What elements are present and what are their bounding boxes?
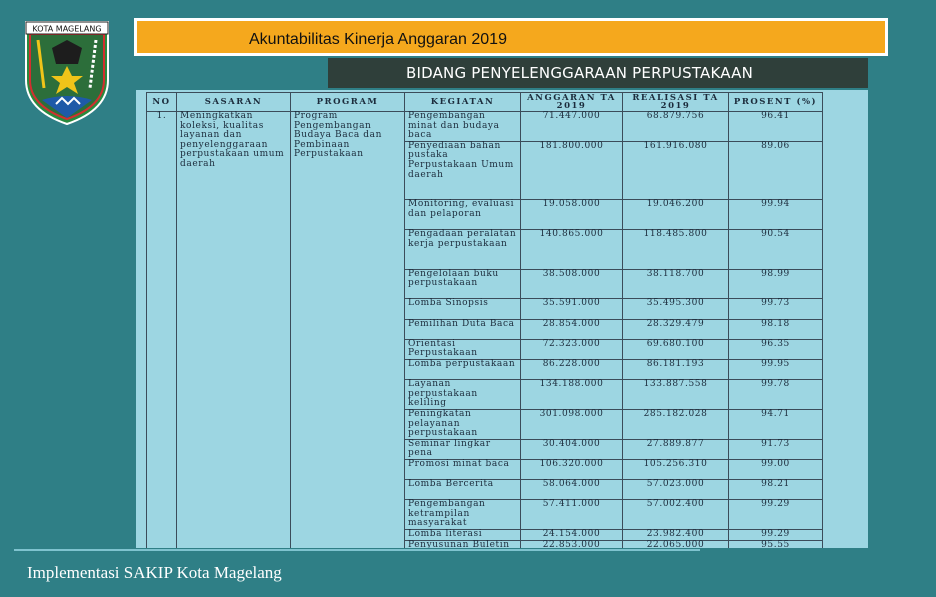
col-header-kegiatan: KEGIATAN xyxy=(405,93,521,112)
cell-anggaran: 72.323.000 xyxy=(521,339,623,359)
cell-anggaran: 71.447.000 xyxy=(521,112,623,142)
cell-anggaran: 19.058.000 xyxy=(521,200,623,230)
slide-subtitle: BIDANG PENYELENGGARAAN PERPUSTAKAAN xyxy=(406,64,754,82)
cell-prosent: 95.55 xyxy=(729,540,823,548)
cell-kegiatan: Penyusunan Buletin xyxy=(405,540,521,548)
cell-kegiatan: Seminar lingkar pena xyxy=(405,439,521,459)
budget-table xyxy=(146,92,823,548)
cell-anggaran: 140.865.000 xyxy=(521,230,623,269)
cell-anggaran: 24.154.000 xyxy=(521,530,623,541)
col-header-anggaran: ANGGARAN TA 2019 xyxy=(521,93,623,112)
cell-kegiatan: Pengelolaan buku perpustakaan xyxy=(405,269,521,299)
cell-realisasi: 57.002.400 xyxy=(623,500,729,530)
col-header-realisasi: REALISASI TA 2019 xyxy=(623,93,729,112)
cell-prosent: 99.94 xyxy=(729,200,823,230)
col-header-sasaran: SASARAN xyxy=(177,93,291,112)
cell-kegiatan: Pemilihan Duta Baca xyxy=(405,319,521,339)
cell-sasaran: Meningkatkan koleksi, kualitas layanan dan penyelenggaraan perpustakaan umum daerah xyxy=(177,112,291,549)
cell-prosent: 98.99 xyxy=(729,269,823,299)
cell-prosent: 99.00 xyxy=(729,459,823,479)
cell-anggaran: 301.098.000 xyxy=(521,409,623,439)
cell-realisasi: 38.118.700 xyxy=(623,269,729,299)
kota-magelang-emblem-icon xyxy=(22,18,112,126)
cell-kegiatan: Promosi minat baca xyxy=(405,459,521,479)
cell-kegiatan: Lomba perpustakaan xyxy=(405,359,521,379)
cell-anggaran: 38.508.000 xyxy=(521,269,623,299)
table-header-row xyxy=(147,93,823,112)
cell-prosent: 98.21 xyxy=(729,480,823,500)
cell-kegiatan: Penyediaan bahan pustaka Perpustakaan Umum daerah xyxy=(405,141,521,200)
table-body xyxy=(147,112,823,549)
cell-anggaran: 181.800.000 xyxy=(521,141,623,200)
footer-divider xyxy=(14,549,700,551)
cell-anggaran: 35.591.000 xyxy=(521,299,623,319)
cell-anggaran: 58.064.000 xyxy=(521,480,623,500)
cell-prosent: 99.95 xyxy=(729,359,823,379)
cell-kegiatan: Monitoring, evaluasi dan pelaporan xyxy=(405,200,521,230)
budget-document xyxy=(136,90,868,548)
cell-realisasi: 133.887.558 xyxy=(623,380,729,410)
cell-prosent: 99.29 xyxy=(729,530,823,541)
cell-realisasi: 28.329.479 xyxy=(623,319,729,339)
cell-realisasi: 118.485.800 xyxy=(623,230,729,269)
table-row xyxy=(147,112,823,142)
cell-prosent: 99.78 xyxy=(729,380,823,410)
cell-anggaran: 22.853.000 xyxy=(521,540,623,548)
cell-realisasi: 23.982.400 xyxy=(623,530,729,541)
footer-caption: Implementasi SAKIP Kota Magelang xyxy=(27,563,282,582)
cell-kegiatan: Lomba Bercerita xyxy=(405,480,521,500)
cell-prosent: 89.06 xyxy=(729,141,823,200)
cell-anggaran: 134.188.000 xyxy=(521,380,623,410)
cell-prosent: 94.71 xyxy=(729,409,823,439)
cell-kegiatan: Lomba Sinopsis xyxy=(405,299,521,319)
title-bar xyxy=(134,18,888,56)
cell-program: Program Pengembangan Budaya Baca dan Pembinaan Perpustakaan xyxy=(291,112,405,549)
cell-prosent: 96.35 xyxy=(729,339,823,359)
slide-title: Akuntabilitas Kinerja Anggaran 2019 xyxy=(249,31,507,48)
cell-prosent: 98.18 xyxy=(729,319,823,339)
cell-kegiatan: Orientasi Perpustakaan xyxy=(405,339,521,359)
cell-realisasi: 68.879.756 xyxy=(623,112,729,142)
cell-prosent: 99.73 xyxy=(729,299,823,319)
cell-realisasi: 57.023.000 xyxy=(623,480,729,500)
col-header-program: PROGRAM xyxy=(291,93,405,112)
cell-realisasi: 69.680.100 xyxy=(623,339,729,359)
cell-realisasi: 161.916.080 xyxy=(623,141,729,200)
cell-prosent: 91.73 xyxy=(729,439,823,459)
cell-realisasi: 27.889.877 xyxy=(623,439,729,459)
cell-realisasi: 285.182.028 xyxy=(623,409,729,439)
cell-realisasi: 35.495.300 xyxy=(623,299,729,319)
cell-anggaran: 57.411.000 xyxy=(521,500,623,530)
cell-anggaran: 30.404.000 xyxy=(521,439,623,459)
cell-anggaran: 28.854.000 xyxy=(521,319,623,339)
cell-no: 1. xyxy=(147,112,177,549)
cell-realisasi: 86.181.193 xyxy=(623,359,729,379)
cell-prosent: 90.54 xyxy=(729,230,823,269)
cell-realisasi: 22.065.000 xyxy=(623,540,729,548)
cell-kegiatan: Lomba literasi xyxy=(405,530,521,541)
cell-kegiatan: Pengembangan ketrampilan masyarakat xyxy=(405,500,521,530)
cell-realisasi: 105.256.310 xyxy=(623,459,729,479)
cell-realisasi: 19.046.200 xyxy=(623,200,729,230)
cell-anggaran: 86.228.000 xyxy=(521,359,623,379)
logo-label: KOTA MAGELANG xyxy=(32,24,102,34)
cell-kegiatan: Pengembangan minat dan budaya baca xyxy=(405,112,521,142)
col-header-no: NO xyxy=(147,93,177,112)
cell-kegiatan: Pengadaan peralatan kerja perpustakaan xyxy=(405,230,521,269)
cell-prosent: 96.41 xyxy=(729,112,823,142)
cell-prosent: 99.29 xyxy=(729,500,823,530)
cell-kegiatan: Layanan perpustakaan keliling xyxy=(405,380,521,410)
col-header-prosent: PROSENT (%) xyxy=(729,93,823,112)
cell-anggaran: 106.320.000 xyxy=(521,459,623,479)
cell-kegiatan: Peningkatan pelayanan perpustakaan xyxy=(405,409,521,439)
subtitle-bar xyxy=(328,58,868,88)
